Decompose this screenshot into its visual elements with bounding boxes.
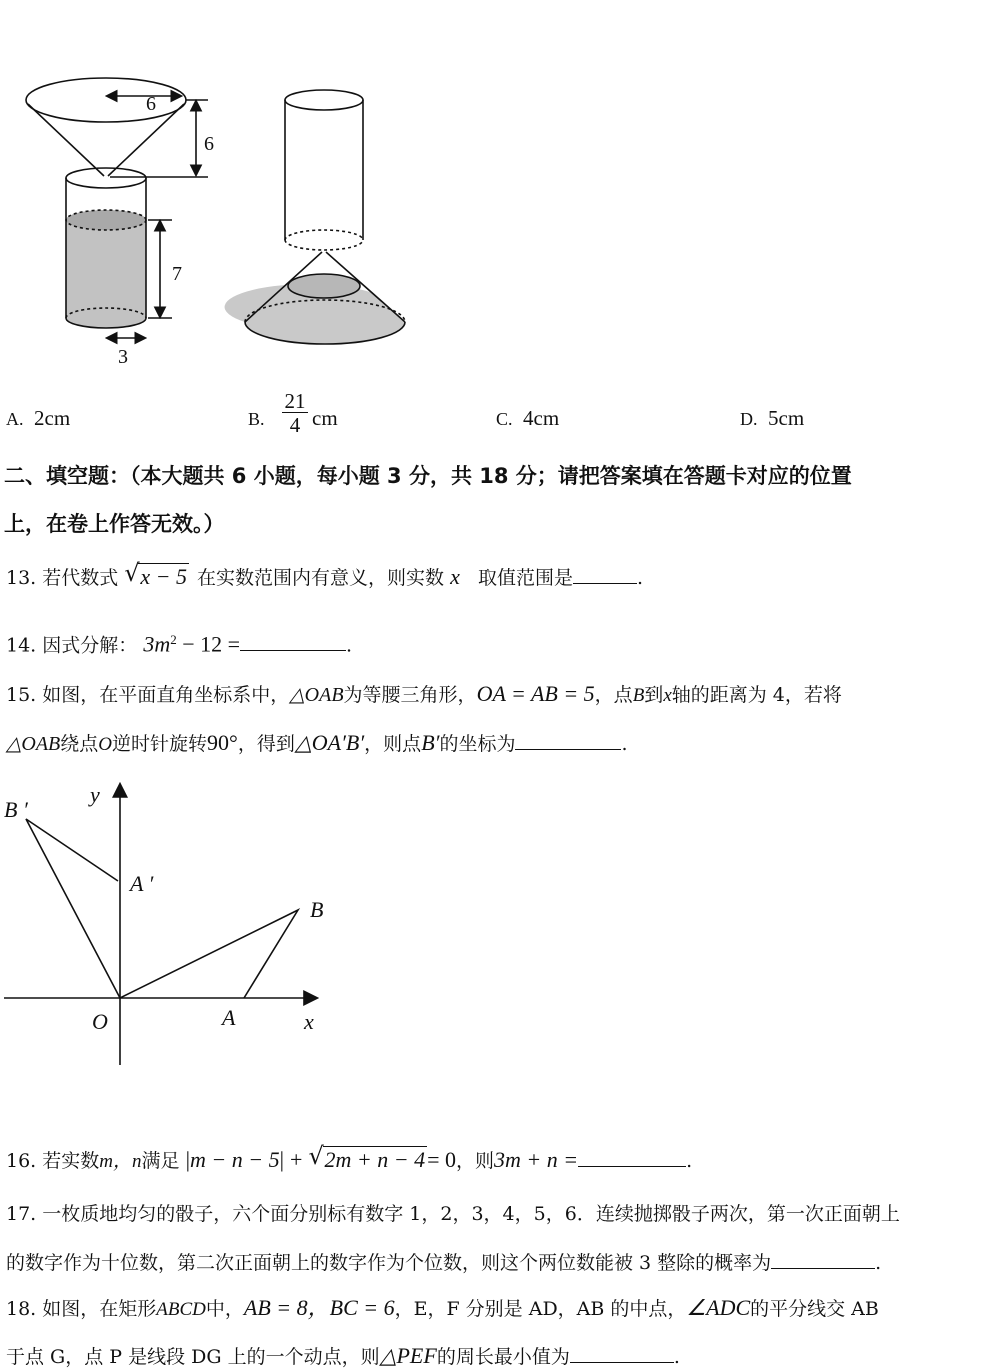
q14-expr-exp: 2 (170, 632, 177, 647)
q17-answer-blank[interactable] (771, 1250, 875, 1269)
q15-triangle-2: △OAB (6, 733, 61, 755)
q16-abs-expr: m − n − 5 (189, 1147, 280, 1172)
option-a[interactable] (6, 406, 70, 431)
q16-pre: 若实数 (42, 1150, 100, 1172)
q14-number: 14. (6, 634, 37, 657)
q15-triangle-prime: △OA′B′ (294, 730, 365, 755)
q15-text-e: 轴的距离为 4，若将 (671, 684, 842, 706)
question-17-line2 (6, 1250, 881, 1275)
option-c-letter: C. (496, 409, 513, 429)
section-heading-line2: 上，在卷上作答无效。） (4, 512, 225, 536)
label-a: A (222, 1005, 236, 1030)
label-o: O (92, 1009, 108, 1034)
q16-answer-blank[interactable] (578, 1148, 686, 1167)
q18-text-b: 中， (205, 1298, 244, 1320)
q15-point-b: B (632, 685, 645, 706)
q13-var: x (450, 564, 460, 589)
q15-end: . (621, 733, 628, 755)
question-17-line1: 17. 一枚质地均匀的骰子，六个面分别标有数字 1，2，3，4，5，6．连续抛掷骰子两次，第一次正面朝上 (6, 1203, 900, 1225)
q16-radicand: 2m + n − 4 (324, 1147, 426, 1172)
figure-15 (0, 775, 340, 1070)
q18-end: . (673, 1346, 680, 1368)
label-y: y (90, 782, 100, 807)
top-figure (0, 60, 440, 380)
label-b: B (310, 897, 324, 922)
q18-angle: ∠ADC (686, 1295, 751, 1320)
q17-line2-text: 的数字作为十位数，第二次正面朝上的数字作为个位数，则这个两位数能被 3 整除的概率为 (6, 1252, 772, 1274)
label-cone-radius: 6 (146, 93, 156, 115)
question-13 (6, 559, 644, 590)
q15-text-d: 到 (644, 684, 664, 706)
q18-number: 18. (6, 1298, 37, 1320)
q15-text-a: 如图，在平面直角坐标系中， (42, 684, 290, 706)
option-b-numerator: 21 (284, 389, 306, 413)
question-15-line1 (6, 682, 842, 708)
q13-end: . (636, 567, 644, 589)
triangle-oab (120, 910, 298, 998)
q15-point-b-prime: B′ (421, 730, 440, 755)
q15-text-i: ，则点 (364, 733, 422, 755)
q14-expr-a: 3m (143, 631, 171, 657)
q15-equation: OA = AB = 5 (476, 681, 595, 706)
q13-pre: 若代数式 (42, 567, 119, 589)
question-18-line1 (6, 1296, 879, 1322)
q18-text-f: 的周长最小值为 (436, 1346, 570, 1368)
triangle-oapbp (26, 819, 120, 998)
question-18-line2 (6, 1344, 680, 1369)
label-x: x (304, 1009, 314, 1034)
q16-abs: |m − n − 5| (185, 1147, 284, 1172)
q16-end: . (686, 1150, 693, 1172)
question-15-line2 (6, 731, 628, 757)
q13-number: 13. (6, 567, 37, 589)
q13-mid: 在实数范围内有意义，则实数 (197, 567, 445, 589)
q15-number: 15. (6, 684, 37, 706)
q16-eq0: = 0 (427, 1147, 457, 1172)
option-d-letter: D. (740, 409, 758, 429)
q18-text-e: 于点 G，点 P 是线段 DG 上的一个动点，则 (6, 1346, 380, 1368)
q18-triangle: △PEF (379, 1343, 437, 1368)
option-a-letter: A. (6, 409, 24, 429)
option-d[interactable] (740, 406, 804, 431)
q16-number: 16. (6, 1150, 37, 1172)
q14-expr-b: − 12 = (176, 631, 241, 657)
q16-post: ，则 (456, 1150, 495, 1172)
q15-answer-blank[interactable] (515, 731, 621, 750)
q18-equation: AB = 8，BC = 6 (243, 1295, 395, 1320)
q15-degree: 90° (207, 730, 238, 755)
q16-sqrt: √ 2m + n − 4 (308, 1142, 426, 1172)
q18-answer-blank[interactable] (570, 1344, 674, 1363)
option-b-letter: B. (248, 409, 265, 429)
q15-point-o: O (98, 734, 113, 755)
q13-radicand: x − 5 (140, 564, 187, 589)
q17-end: . (875, 1252, 882, 1274)
q13-post: 取值范围是 (477, 567, 573, 589)
option-b-unit: cm (312, 406, 338, 430)
q16-vars: m，n (99, 1151, 142, 1172)
option-b-fraction (278, 390, 312, 437)
q18-text-c: ，E，F 分别是 AD，AB 的中点， (394, 1298, 687, 1320)
question-14 (6, 628, 352, 657)
option-b-denominator: 4 (289, 413, 301, 437)
q15-text-g: 逆时针旋转 (112, 733, 208, 755)
q16-mid: 满足 (141, 1150, 180, 1172)
label-b-prime: B ′ (4, 797, 28, 822)
label-water-height: 7 (172, 263, 182, 285)
q14-end: . (346, 634, 353, 657)
label-cone-height: 6 (204, 133, 214, 155)
q14-answer-blank[interactable] (240, 632, 346, 651)
q13-answer-blank[interactable] (573, 565, 637, 584)
question-16: 16. 若实数m，n满足 |m − n − 5| + √ 2m + n − 4= 0，则3m + n = . (6, 1142, 693, 1172)
label-cyl-radius: 3 (118, 346, 128, 368)
right-cylinder-over-cone (225, 90, 405, 344)
q15-x: x (663, 685, 672, 706)
option-b[interactable] (248, 406, 265, 431)
option-c-value: 4cm (523, 406, 560, 430)
q13-sqrt: √ x − 5 (124, 559, 187, 589)
q15-text-h: ，得到 (237, 733, 295, 755)
q15-text-j: 的坐标为 (439, 733, 516, 755)
q14-pre: 因式分解： (42, 634, 138, 657)
q15-text-b: 为等腰三角形， (343, 684, 477, 706)
option-d-value: 5cm (768, 406, 805, 430)
option-a-value: 2cm (34, 406, 71, 430)
left-cylinder-with-cone (26, 78, 208, 338)
q15-text-f: 绕点 (60, 733, 99, 755)
q15-text-c: ，点 (594, 684, 633, 706)
option-c[interactable] (496, 406, 559, 431)
q16-target: 3m + n = (494, 1147, 579, 1172)
q18-rect: ABCD (156, 1299, 206, 1320)
section-heading-line1: 二、填空题：（本大题共 6 小题，每小题 3 分，共 18 分；请把答案填在答题卡对应的位置 (4, 464, 852, 488)
q18-text-a: 如图，在矩形 (42, 1298, 157, 1320)
q18-text-d: 的平分线交 AB (750, 1298, 879, 1320)
label-a-prime: A ′ (130, 871, 154, 896)
q15-triangle: △OAB (289, 684, 344, 706)
